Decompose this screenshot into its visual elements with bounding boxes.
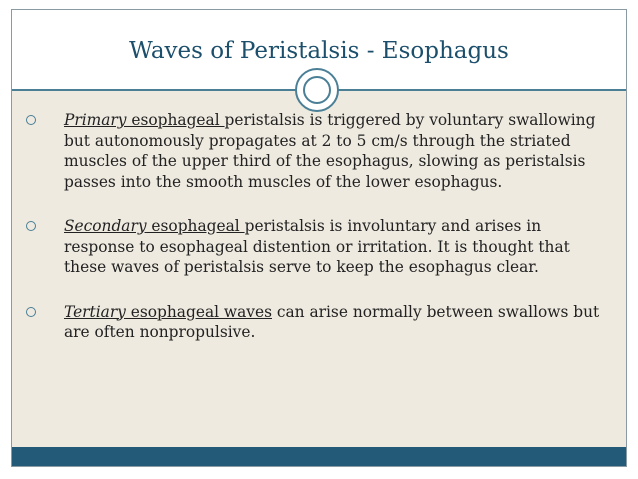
bullet-term: Tertiary bbox=[64, 302, 126, 321]
bullet-term-tail: esophageal bbox=[146, 217, 245, 235]
bullet-text: peristalsis is triggered by voluntary swallowing but autonomously propagates at 2 to 5 cm/s through the striated muscles of the upper third of the esophagus, slowing as peristalsis passes into the smooth muscles of the lower esophagus. bbox=[64, 111, 596, 191]
slide-frame bbox=[11, 9, 627, 467]
bullet-text: peristalsis is involuntary and arises in response to esophageal distention or irritation. It is thought that these waves of peristalsis serve to keep the esophagus clear. bbox=[64, 217, 570, 276]
bullet-term: Secondary bbox=[64, 217, 147, 235]
slide-title: Waves of Peristalsis - Esophagus bbox=[129, 38, 509, 64]
bullet-term-tail: esophageal waves bbox=[125, 302, 272, 321]
bullet-term: Primary bbox=[64, 111, 127, 129]
bullet-term-tail: esophageal bbox=[126, 111, 225, 129]
bullet-text: can arise normally between swallows but are often nonpropulsive. bbox=[64, 302, 600, 341]
